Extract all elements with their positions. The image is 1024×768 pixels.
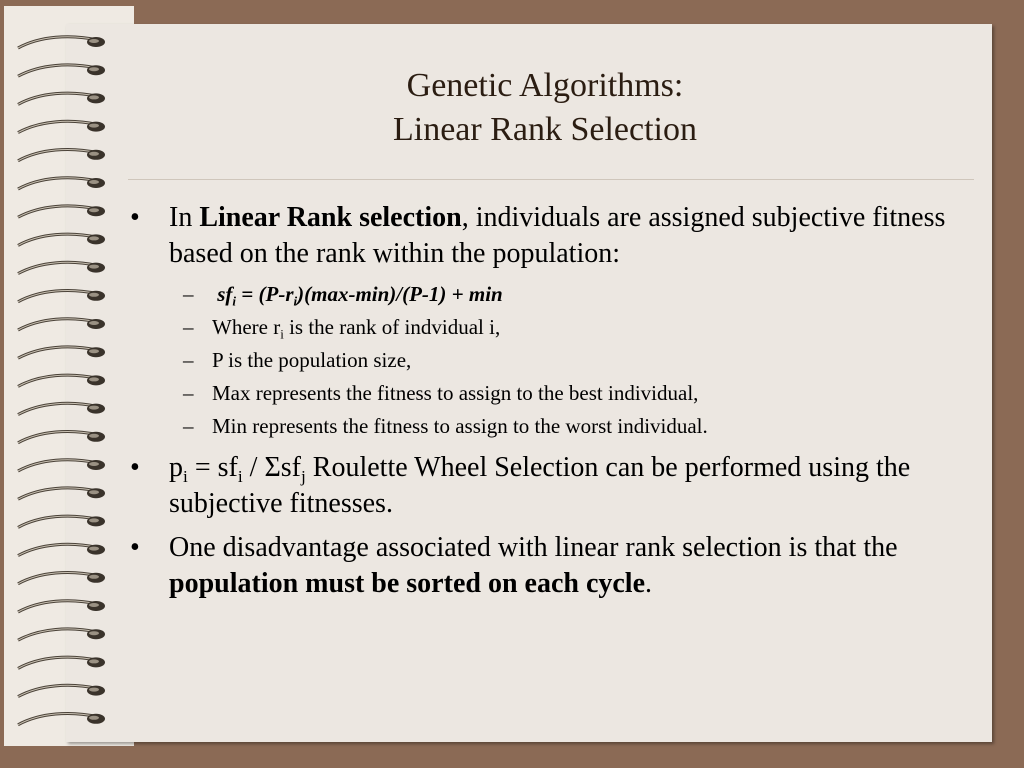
- dash-icon: –: [183, 315, 194, 339]
- spiral-ring: [18, 150, 105, 161]
- spiral-ring: [18, 432, 105, 443]
- spiral-ring: [18, 234, 105, 245]
- dash-icon: –: [183, 414, 194, 438]
- dash-icon: –: [183, 282, 194, 306]
- spiral-ring: [18, 488, 105, 499]
- spiral-ring: [18, 262, 105, 273]
- spiral-ring: [18, 544, 105, 555]
- title-line-1: Genetic Algorithms:: [406, 67, 684, 104]
- spiral-ring: [18, 403, 105, 414]
- dash-icon: –: [183, 348, 194, 372]
- spiral-ring: [18, 347, 105, 358]
- bullet-dot-icon: •: [130, 202, 140, 233]
- spiral-ring: [18, 93, 105, 104]
- spiral-ring: [18, 629, 105, 640]
- subbullet-min: – Min represents the fitness to assign to the worst individual.: [183, 414, 708, 438]
- spiral-ring: [18, 516, 105, 527]
- spiral-ring: [18, 37, 105, 48]
- bold-warning: population must be sorted on each cycle: [169, 568, 645, 599]
- spiral-ring: [18, 319, 105, 330]
- bullet-roulette: • $p_i = sf_i / \Sigma sf_j$ Roulette Wheel Selection can be performed using the subjective fitnesses.: [130, 452, 911, 519]
- spiral-ring: [18, 657, 105, 668]
- spiral-ring: [18, 65, 105, 76]
- spiral-ring: [18, 375, 105, 386]
- spiral-ring: [18, 685, 105, 696]
- spiral-ring: [18, 601, 105, 612]
- dash-icon: –: [183, 381, 194, 405]
- spiral-ring: [18, 206, 105, 217]
- spiral-ring: [18, 573, 105, 584]
- subbullet-rank: – Where $r_i$ is the rank of indvidual i,: [183, 315, 501, 342]
- slide-content: [126, 200, 976, 610]
- spiral-ring: [18, 121, 105, 132]
- title-divider: [128, 179, 974, 180]
- subbullet-max: – Max represents the fitness to assign to the best individual,: [183, 381, 699, 405]
- subbullet-population-size: – P is the population size,: [183, 348, 412, 372]
- fitness-formula: $sf_i = (P-r_i)(\max-\min)/(P-1) + \min$: [217, 282, 503, 309]
- slide-title: [100, 64, 990, 152]
- bullet-disadvantage: • One disadvantage associated with linear rank selection is that the population must be sorted on each cycle.: [130, 532, 898, 599]
- spiral-ring: [18, 178, 105, 189]
- spiral-ring: [18, 291, 105, 302]
- bullet-linear-rank: • In Linear Rank selection, individuals are assigned subjective fitness based on the rank within the population:: [130, 202, 946, 269]
- spiral-ring: [18, 714, 105, 725]
- spiral-ring: [18, 460, 105, 471]
- title-line-2: Linear Rank Selection: [392, 111, 697, 148]
- bold-term: Linear Rank selection: [199, 202, 462, 233]
- bullet-dot-icon: •: [130, 532, 140, 563]
- bullet-dot-icon: •: [130, 452, 140, 483]
- subbullet-formula: [126, 280, 976, 308]
